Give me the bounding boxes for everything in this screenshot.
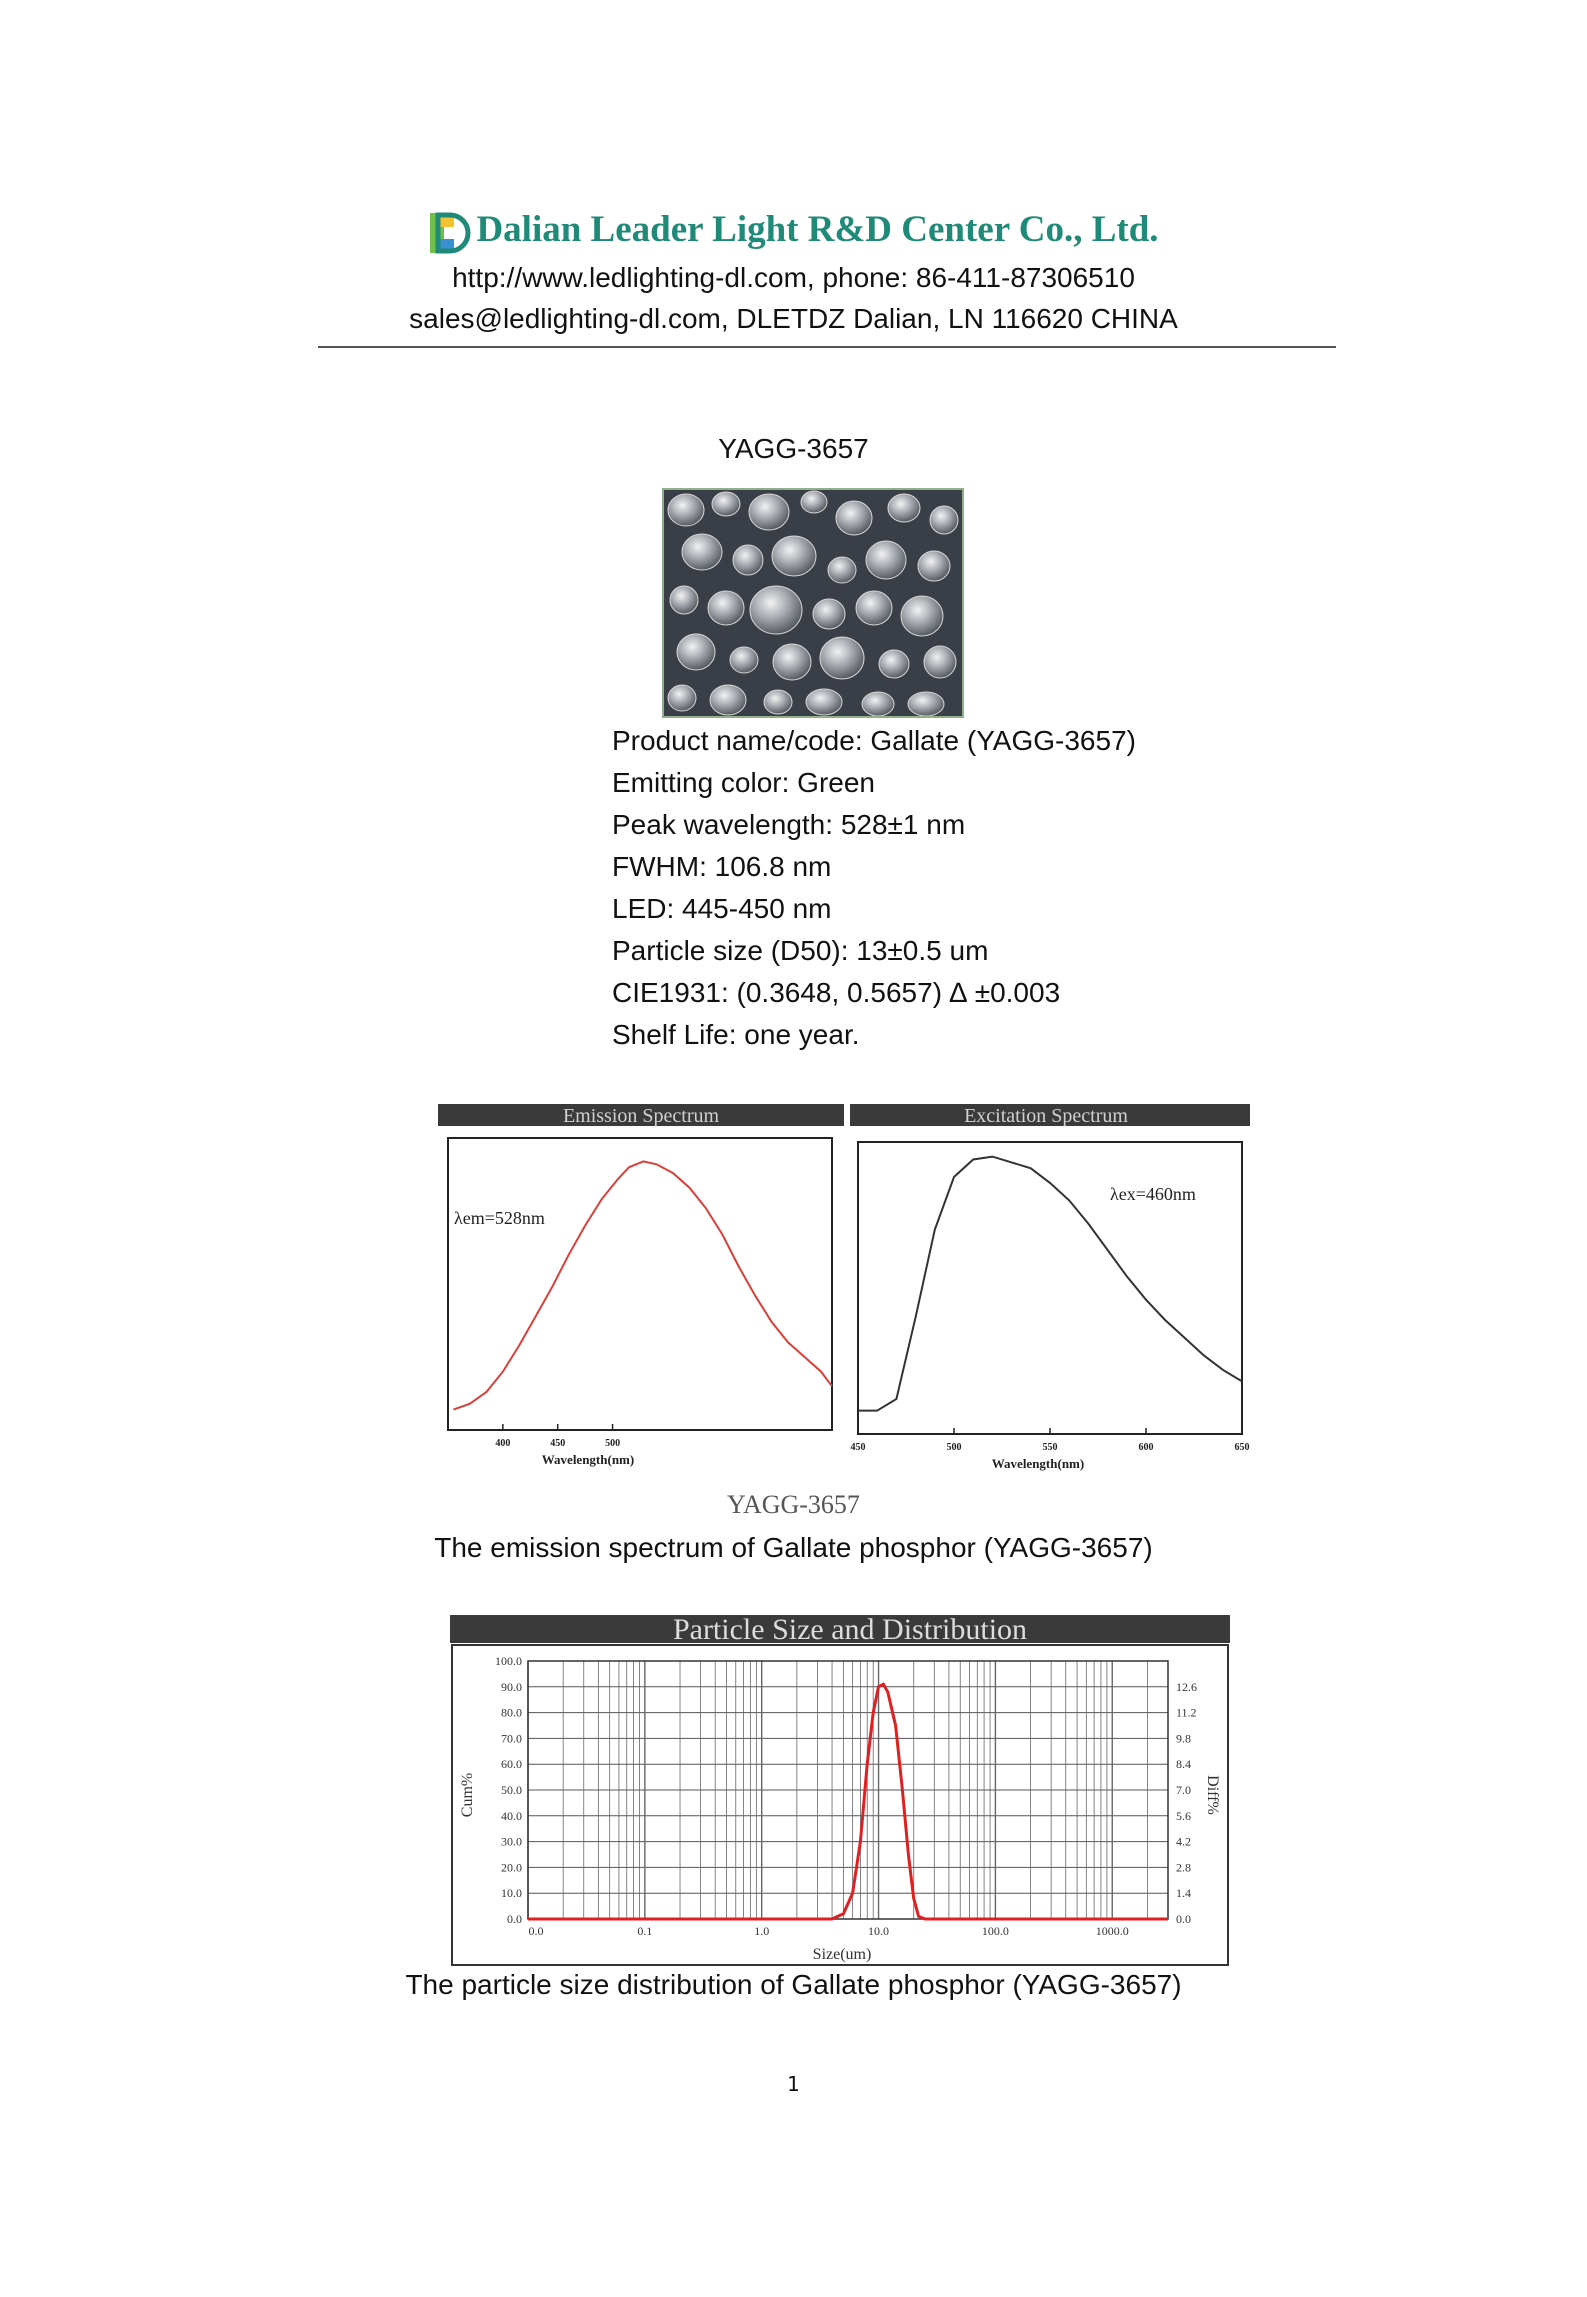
psd-ylabel-left: Cum% — [459, 1772, 476, 1818]
excitation-xlabel: Wavelength(nm) — [991, 1456, 1085, 1471]
page-number: 1 — [787, 2072, 800, 2096]
excitation-xtick-label: 650 — [1234, 1442, 1250, 1453]
header-divider — [318, 346, 1336, 348]
psd-ytick-left: 0.0 — [507, 1912, 522, 1926]
excitation-xtick-label: 500 — [946, 1442, 962, 1453]
psd-ytick-right: 4.2 — [1176, 1834, 1191, 1849]
product-specs — [612, 720, 1136, 1056]
contact-line-2: sales@ledlighting-dl.com, DLETDZ Dalian, LN 116620 CHINA — [409, 303, 1178, 334]
psd-ytick-left: 20.0 — [501, 1860, 522, 1875]
emission-xtick-label: 450 — [550, 1438, 566, 1449]
psd-ytick-right: 5.6 — [1176, 1808, 1191, 1823]
psd-ytick-left: 80.0 — [501, 1705, 522, 1720]
spec-particle-size: Particle size (D50): 13±0.5 um — [612, 935, 989, 966]
product-code-title: YAGG-3657 — [718, 433, 869, 464]
psd-xtick-label: 100.0 — [981, 1924, 1009, 1938]
excitation-annotation: λex=460nm — [1110, 1184, 1196, 1204]
psd-title: Particle Size and Distribution — [672, 1615, 1028, 1646]
psd-ytick-left: 40.0 — [501, 1808, 522, 1823]
emission-plot-frame — [448, 1138, 832, 1430]
psd-ytick-right: 8.4 — [1176, 1757, 1191, 1772]
psd-ytick-right: 9.8 — [1176, 1731, 1191, 1746]
psd-ylabel-right: Diff% — [1204, 1775, 1221, 1815]
psd-xtick-label: 0.1 — [637, 1924, 653, 1938]
psd-caption: The particle size distribution of Gallate phosphor (YAGG-3657) — [405, 1969, 1182, 2000]
excitation-title: Excitation Spectrum — [964, 1105, 1128, 1127]
spec-shelf-life: Shelf Life: one year. — [612, 1019, 860, 1050]
psd-ytick-left: 30.0 — [501, 1834, 522, 1849]
psd-ytick-left: 70.0 — [501, 1731, 522, 1746]
psd-xlabel: Size(um) — [812, 1946, 872, 1963]
emission-annotation: λem=528nm — [454, 1208, 545, 1228]
emission-title: Emission Spectrum — [562, 1105, 720, 1127]
psd-ytick-left: 90.0 — [501, 1679, 522, 1694]
spectra-caption: The emission spectrum of Gallate phosphor (YAGG-3657) — [434, 1532, 1153, 1563]
psd-ytick-right: 1.4 — [1176, 1886, 1191, 1901]
psd-figure — [450, 1615, 1230, 1967]
psd-xtick-label: 0.0 — [528, 1924, 544, 1938]
spec-fwhm: FWHM: 106.8 nm — [612, 851, 832, 882]
psd-ytick-left: 100.0 — [495, 1654, 522, 1668]
spec-cie1931: CIE1931: (0.3648, 0.5657) ∆ ±0.003 — [612, 977, 1061, 1008]
psd-ytick-right: 12.6 — [1176, 1679, 1197, 1694]
sem-particle-photo — [662, 488, 964, 718]
emission-xtick-label: 500 — [605, 1438, 621, 1449]
psd-xtick-label: 1.0 — [754, 1924, 770, 1938]
company-logo-icon — [428, 209, 472, 257]
psd-ytick-right: 7.0 — [1176, 1783, 1191, 1797]
spectra-figure — [438, 1100, 1250, 1480]
emission-curve — [454, 1161, 833, 1409]
company-name — [0, 208, 1587, 257]
psd-ytick-right: 11.2 — [1176, 1705, 1197, 1720]
psd-ytick-left: 50.0 — [501, 1783, 522, 1797]
excitation-xtick-label: 450 — [850, 1442, 866, 1453]
spectra-code-label: YAGG-3657 — [727, 1490, 860, 1519]
psd-ytick-right: 0.0 — [1176, 1912, 1191, 1926]
psd-ytick-left: 60.0 — [501, 1757, 522, 1772]
spec-peak-wavelength: Peak wavelength: 528±1 nm — [612, 809, 966, 840]
excitation-xtick-label: 550 — [1042, 1442, 1058, 1453]
psd-ytick-right: 2.8 — [1176, 1860, 1191, 1875]
excitation-xtick-label: 600 — [1138, 1442, 1154, 1453]
psd-ytick-left: 10.0 — [501, 1886, 522, 1901]
psd-curve — [528, 1684, 1168, 1919]
emission-xtick-label: 400 — [495, 1438, 511, 1449]
spec-led: LED: 445-450 nm — [612, 893, 832, 924]
spec-emitting-color: Emitting color: Green — [612, 767, 875, 798]
psd-xtick-label: 10.0 — [868, 1924, 890, 1938]
emission-xlabel: Wavelength(nm) — [541, 1452, 635, 1467]
company-name-text: Dalian Leader Light R&D Center Co., Ltd. — [476, 209, 1159, 250]
psd-xtick-label: 1000.0 — [1095, 1924, 1129, 1938]
contact-line-1: http://www.ledlighting-dl.com, phone: 86-411-87306510 — [452, 262, 1135, 293]
spec-product-name: Product name/code: Gallate (YAGG-3657) — [612, 725, 1136, 756]
